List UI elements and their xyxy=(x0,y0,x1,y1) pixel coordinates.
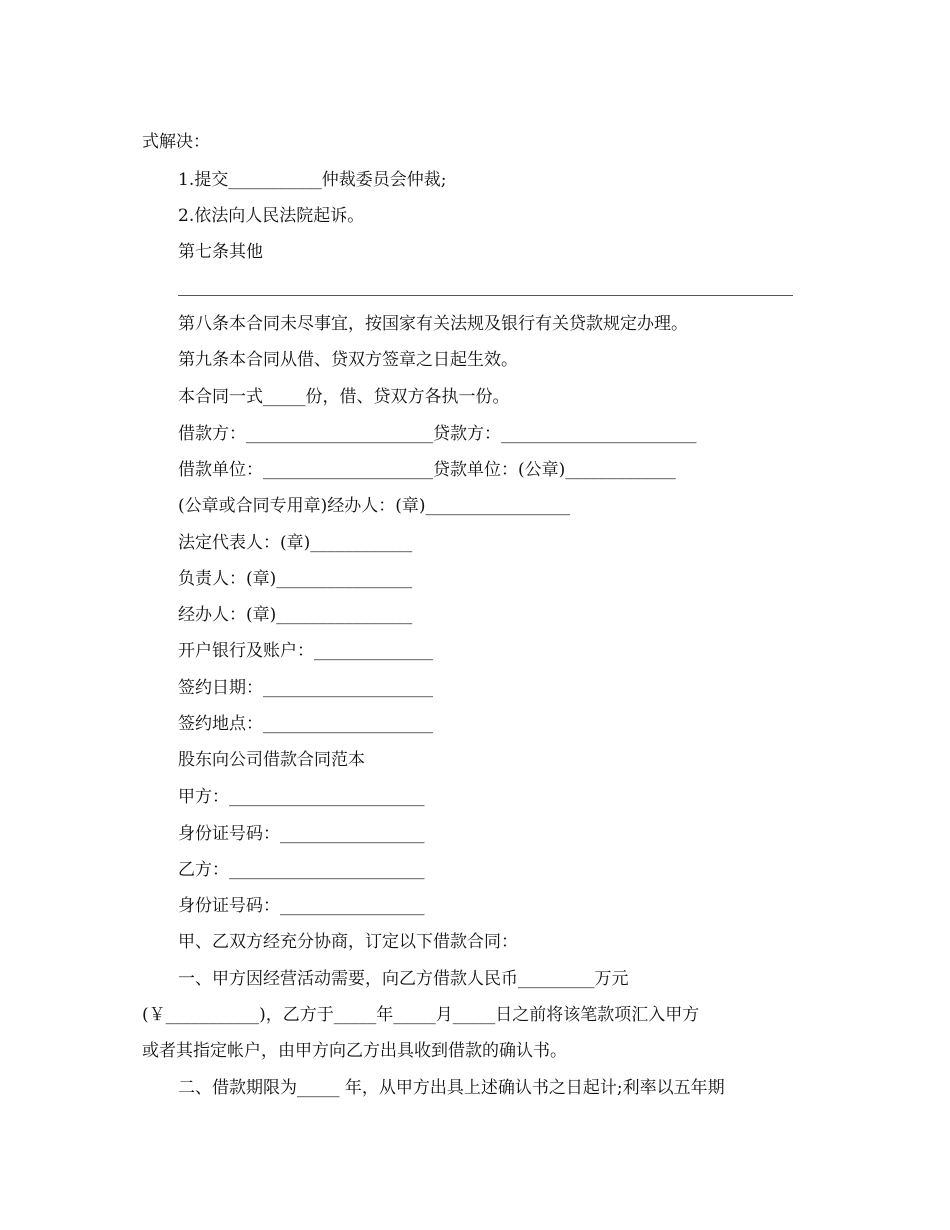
horizontal-rule xyxy=(178,295,793,296)
text-line: 借款单位：____________________贷款单位：(公章)_____________ xyxy=(178,460,676,480)
text-line: 1.提交___________仲裁委员会仲裁; xyxy=(178,170,447,190)
text-line: 式解决： xyxy=(142,132,210,152)
text-line: 经办人：(章)________________ xyxy=(178,605,413,625)
text-line: 借款方：______________________贷款方：_______________________ xyxy=(178,424,697,444)
text-line: 一、甲方因经营活动需要，向乙方借款人民币_________万元 xyxy=(178,969,629,989)
text-line: 开户银行及账户：______________ xyxy=(178,641,433,661)
text-line: (￥___________)，乙方于_____年_____月_____日之前将该笔款项汇入甲方 xyxy=(142,1005,700,1025)
text-line: 甲、乙双方经充分协商，订定以下借款合同： xyxy=(178,932,518,952)
text-line: 法定代表人：(章)____________ xyxy=(178,533,413,553)
text-line: 第七条其他 xyxy=(178,242,263,262)
text-line: 第九条本合同从借、贷双方签章之日起生效。 xyxy=(178,350,518,370)
text-line: 身份证号码：_________________ xyxy=(178,896,425,916)
text-line: 乙方：_______________________ xyxy=(178,860,425,880)
text-line: 2.依法向人民法院起诉。 xyxy=(178,206,365,226)
text-line: 第八条本合同未尽事宜，按国家有关法规及银行有关贷款规定办理。 xyxy=(178,314,688,334)
text-line: 股东向公司借款合同范本 xyxy=(178,750,365,770)
text-line: 甲方：_______________________ xyxy=(178,787,425,807)
text-line: 签约地点：____________________ xyxy=(178,714,433,734)
text-line: 身份证号码：_________________ xyxy=(178,824,425,844)
text-line: 本合同一式_____份，借、贷双方各执一份。 xyxy=(178,387,510,407)
text-line: 签约日期：____________________ xyxy=(178,678,433,698)
text-line: 或者其指定帐户，由甲方向乙方出具收到借款的确认书。 xyxy=(142,1041,567,1061)
text-line: 负责人：(章)________________ xyxy=(178,569,413,589)
text-line: 二、借款期限为_____ 年，从甲方出具上述确认书之日起计;利率以五年期 xyxy=(178,1078,725,1098)
text-line: (公章或合同专用章)经办人：(章)_________________ xyxy=(178,496,571,516)
